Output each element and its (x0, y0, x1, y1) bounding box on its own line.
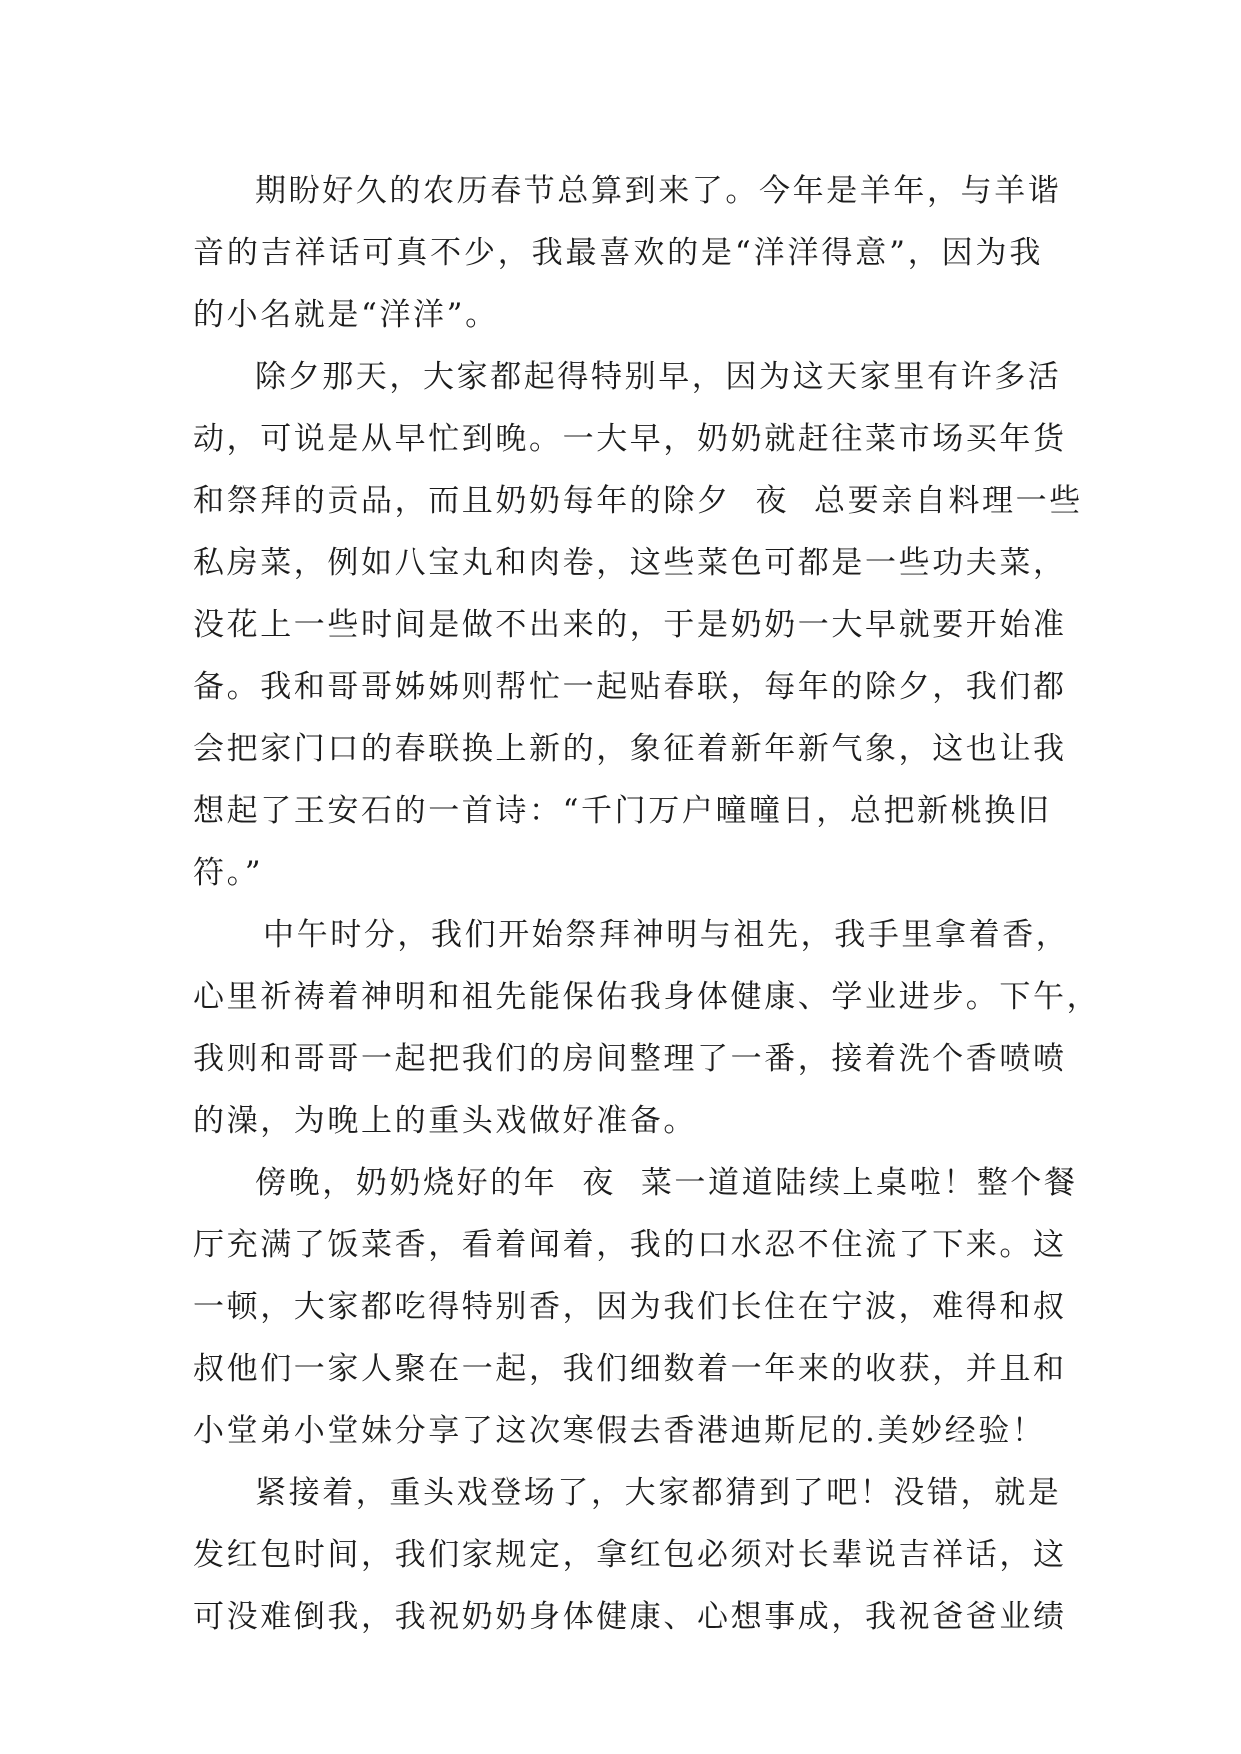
text-line: 音的吉祥话可真不少，我最喜欢的是“洋洋得意”，因为我 (193, 235, 1043, 271)
text-line: 私房菜，例如八宝丸和肉卷，这些菜色可都是一些功夫菜， (193, 545, 1067, 581)
text-line: 会把家门口的春联换上新的，象征着新年新气象，这也让我 (193, 731, 1067, 767)
text-line: 的小名就是“洋洋”。 (193, 297, 499, 333)
text-line: 我则和哥哥一起把我们的房间整理了一番，接着洗个香喷喷 (193, 1041, 1067, 1077)
text-line: 小堂弟小堂妹分享了这次寒假去香港迪斯尼的.美妙经验！ (193, 1413, 1046, 1449)
text-line: 中午时分，我们开始祭拜神明与祖先，我手里拿着香， (263, 917, 1070, 953)
text-line: 厅充满了饭菜香，看着闻着，我的口水忍不住流了下来。这 (193, 1227, 1067, 1263)
text-line: 发红包时间，我们家规定，拿红包必须对长辈说吉祥话，这 (193, 1537, 1067, 1573)
text-line: 的澡，为晚上的重头戏做好准备。 (193, 1103, 697, 1139)
text-line: 备。我和哥哥姊姊则帮忙一起贴春联，每年的除夕，我们都 (193, 669, 1067, 705)
text-line: 除夕那天，大家都起得特别早，因为这天家里有许多活 (255, 359, 1062, 395)
text-line: 傍晚，奶奶烧好的年 夜 菜一道道陆续上桌啦！整个餐 (255, 1165, 1078, 1201)
text-line: 想起了王安石的一首诗：“千门万户曈曈日，总把新桃换旧 (193, 793, 1052, 829)
essay-body (193, 160, 1101, 1648)
text-line: 和祭拜的贡品，而且奶奶每年的除夕 夜 总要亲自料理一些 (193, 483, 1083, 519)
text-line: 叔他们一家人聚在一起，我们细数着一年来的收获，并且和 (193, 1351, 1067, 1387)
text-line: 紧接着，重头戏登场了，大家都猜到了吧！没错，就是 (255, 1475, 1062, 1511)
text-line: 没花上一些时间是做不出来的，于是奶奶一大早就要开始准 (193, 607, 1067, 643)
text-line: 符。” (193, 855, 264, 891)
text-line: 心里祈祷着神明和祖先能保佑我身体健康、学业进步。下午， (193, 979, 1101, 1015)
text-line: 期盼好久的农历春节总算到来了。今年是羊年，与羊谐 (255, 173, 1062, 209)
text-line: 可没难倒我，我祝奶奶身体健康、心想事成，我祝爸爸业绩 (193, 1599, 1067, 1635)
text-line: 一顿，大家都吃得特别香，因为我们长住在宁波，难得和叔 (193, 1289, 1067, 1325)
text-line: 动，可说是从早忙到晚。一大早，奶奶就赶往菜市场买年货 (193, 421, 1067, 457)
